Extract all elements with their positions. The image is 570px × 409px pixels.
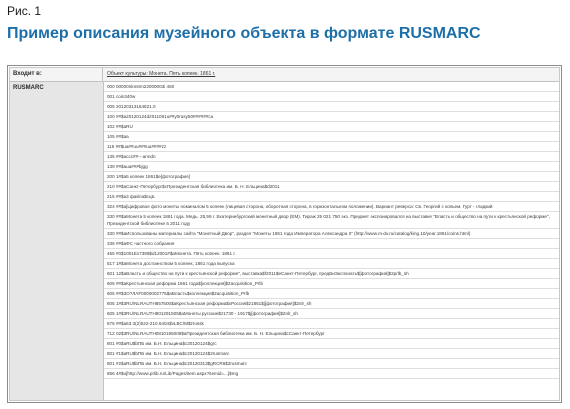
marc-field-row: 324 ##$a[Цифровое фото монеты номиналом 5 копеек (лицевая сторона, оборотная сторона, в горизонтальном положении). Вариант реверса: Св. Георгий с копьем. Гурт - гладкий: [104, 202, 559, 212]
marc-field-row: 801 #2$aRU$bПБ им. Б.Н. Ельцина$c20120313$gRCR6$2rusmarc: [104, 359, 559, 369]
marc-field-row: 856 4#$u[http://www.prlib.ru/Lib/Pages/item.aspx?itemid=...]$mg: [104, 369, 559, 379]
format-label: RUSMARC: [13, 85, 44, 91]
marc-field-row: 000 00000nkm0m22000003i 450: [104, 82, 559, 92]
record-table: [9, 67, 560, 401]
marc-field-row: 105 ##$aa: [104, 132, 559, 142]
rusmarc-record-screenshot: [7, 65, 562, 403]
marc-fields-list: [104, 82, 559, 400]
figure-caption: Рис. 1: [7, 4, 42, 18]
marc-field-row: 135 ##$accc##---anndn: [104, 152, 559, 162]
marc-field-row: 215 ##$a3 файла$cцв.: [104, 192, 559, 202]
marc-field-row: 100 ##$a20120124d2011061u##y0rusy50######ca: [104, 112, 559, 122]
parent-record-row: [10, 68, 559, 82]
parent-record-link[interactable]: Объект культуры: Монета. Пять копеек. 1861 г.: [107, 71, 216, 77]
marc-field-row: 001 coin340w: [104, 92, 559, 102]
marc-field-row: 605 1#$3RU\NLRAUTH857600$aКрестьянская реформа$xРоссия$z1861$j[фотография]$2nlr_sh: [104, 299, 559, 309]
marc-field-row: 330 ##$aМонета 5 копеек 1861 года. Медь. 25,59 г. Екатеринбургский монетный двор (ЕМ). Тираж 25 021 750 экз. Предмет экспонировался на выставке "Власть и общество на пути к крестьянской реформе", Президентской библиотеке в 2011 году: [104, 212, 559, 229]
format-column: [10, 82, 104, 400]
marc-field-row: 801 #1$aRU$bПБ им. Б.Н. Ельцина$c20120124$2rusmarc: [104, 349, 559, 359]
marc-field-row: 801 #0$aRU$bПБ им. Б.Н. Ельцина$c20120124$gгс: [104, 339, 559, 349]
marc-field-row: 712 02$3RU\NLRAUTH0810195009$aПрезидентская библиотека им. Б. Н. Ельцина$cСанкт-Петербург: [104, 329, 559, 339]
marc-field-row: 601 12$aВласть и общество на пути к крестьянской реформе", выставка$f2011$eСанкт-Петербург, предБиЭкспонать$[фотография]$2prlb_sh: [104, 269, 559, 279]
marc-field-row: 210 ##$aСанкт-Петербург$cПрезидентская библиотека им. Б. Н. Ельцина$d2011: [104, 182, 559, 192]
marc-field-row: 102 ##$aRU: [104, 122, 559, 132]
marc-field-row: 139 ##$aua###bjgg: [104, 162, 559, 172]
marc-field-row: 605 1#$3RU\NLRAUTH801291505$aМонеты русские$z1730 - 1917$j[фотография]$2nlr_sh: [104, 309, 559, 319]
marc-field-row: 005 20120313164621.0: [104, 102, 559, 112]
marc-field-row: 675 ##$a63.3(2)522-210.6404$vLBC/M$zrussk: [104, 319, 559, 329]
marc-field-row: 605 ##$3О?ЛAF0000002775$aВласть$коллекция$2acquisition_Prlb: [104, 289, 559, 299]
parent-record-label: Входит в:: [10, 68, 103, 81]
marc-field-row: 200 1#$a5 копеек 1861$e[фотография]: [104, 172, 559, 182]
marc-field-row: 115 ##$ua##uu###uu####zz: [104, 142, 559, 152]
marc-field-row: 336 ##$aФС частного собрания: [104, 239, 559, 249]
marc-field-row: 455 #0$1001Ex7399$d12001#$aМонета. Пять копеек. 1861 г.: [104, 249, 559, 259]
figure-title: Пример описания музейного объекта в формате RUSMARC: [7, 25, 481, 42]
marc-field-row: 517 1#$aМонета достоинством 5 копеек, 1861 года выпуска: [104, 259, 559, 269]
marc-field-row: 605 ##$aКрестьянская реформа 1861 года$[коллекция]$2acquisition_Prlb: [104, 279, 559, 289]
marc-field-row: 330 ##$aИспользованы материалы сайта "Монетный Двор", раздел "Монеты 1861 года Императора Александра II" (http://www.m-dv.ru/catalog/king.10/year.1861/coins.html): [104, 229, 559, 239]
